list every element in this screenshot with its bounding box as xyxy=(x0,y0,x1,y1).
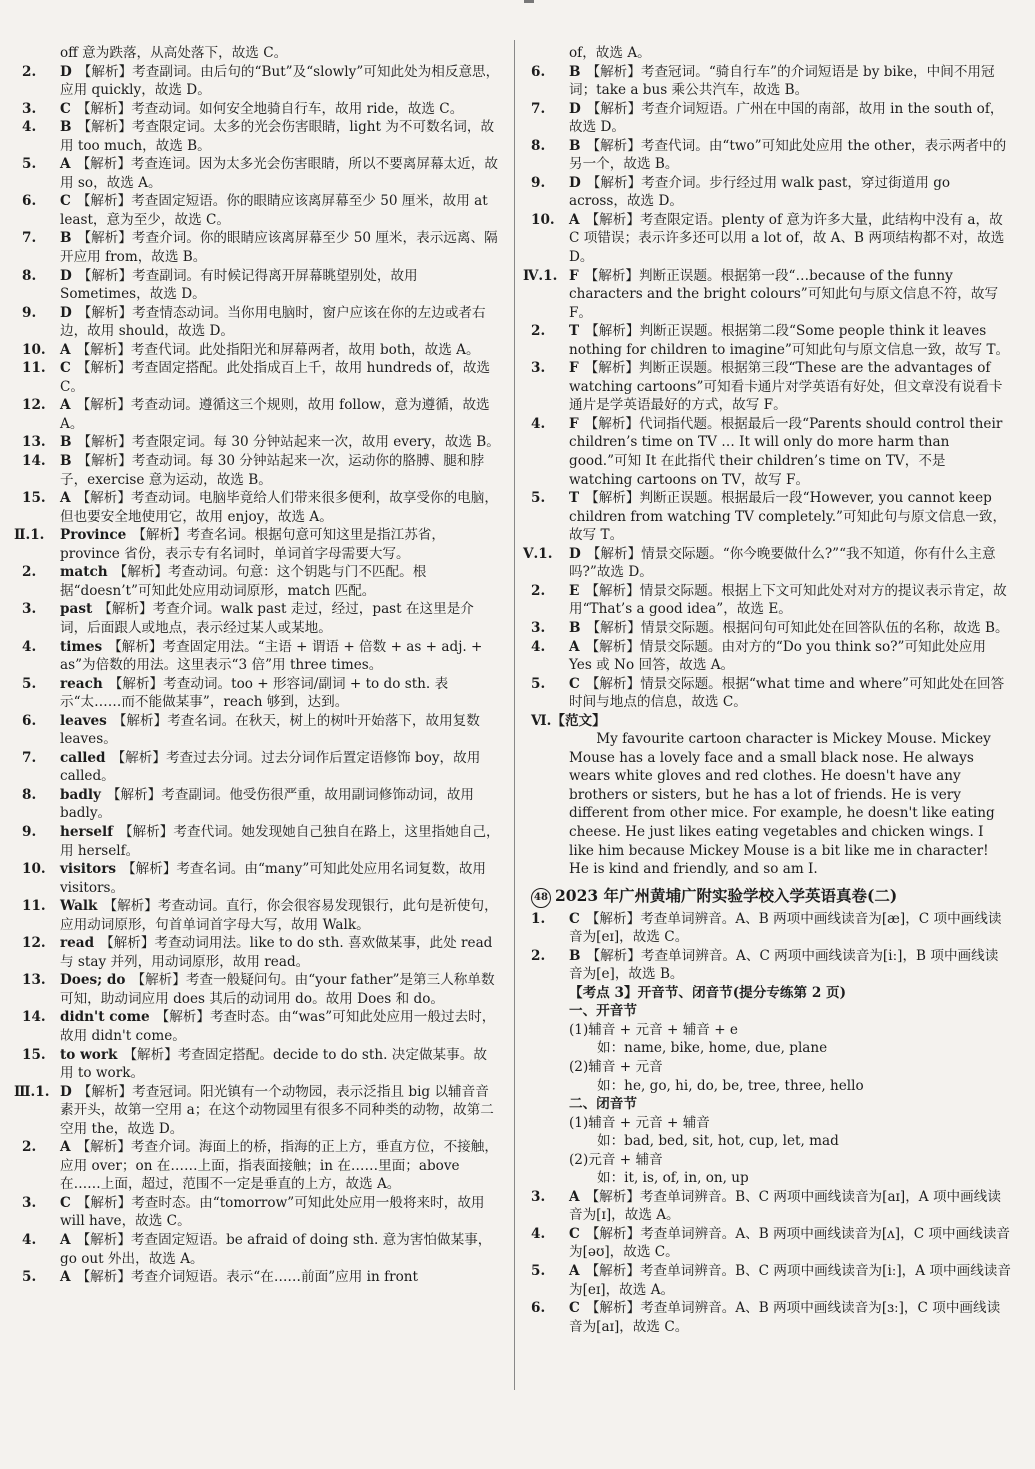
item-number: 4. xyxy=(531,1225,546,1242)
column-divider xyxy=(514,40,515,1390)
open-rule-2-example: 如：he, go, hi, do, be, tree, three, hello xyxy=(597,1077,864,1094)
explanation-text: 【解析】考查动词。遵循这三个规则，故用 follow，意为遵循，故选 A。 xyxy=(60,397,490,432)
answer-value: D xyxy=(60,63,72,80)
item-number: 15. xyxy=(22,1046,46,1063)
explanation-text: 【解析】考查固定搭配。decide to do sth. 决定做某事。故用 to work。 xyxy=(60,1046,487,1082)
answer-value: C xyxy=(60,360,71,377)
answer-item xyxy=(22,267,500,304)
explanation-text: 【解析】考查一般疑问句。由“your father”是第三人称单数可知，助动词应用 does 其后的动词用 do。故用 Does 和 do。 xyxy=(60,972,495,1007)
answer-value: F xyxy=(569,360,579,377)
explanation-text: 【解析】考查动词。如何安全地骑自行车，故用 ride，故选 C。 xyxy=(76,100,464,117)
explanation-text: 【解析】判断正误题。根据第二段“Some people think it leaves nothing for children to imagine”可知此句与原文信息一致，故写 T。 xyxy=(569,323,1010,358)
item-number: 3. xyxy=(531,619,546,636)
answer-item xyxy=(531,910,1011,947)
explanation-text: 【解析】考查介词短语。表示“在……前面”应用 in front xyxy=(76,1269,419,1286)
answer-value: A xyxy=(60,1232,71,1248)
answer-value: C xyxy=(60,193,71,210)
answer-item xyxy=(22,1268,500,1287)
answer-value: match xyxy=(60,564,108,581)
explanation-text: 【解析】考查限定语。plenty of 意为许多大量，此结构中没有 a，故 C 项错误；表示许多还可以用 a lot of，故 A、B 两项结构都不对，故选 D。 xyxy=(569,211,1005,266)
answer-value: D xyxy=(60,1083,72,1100)
explanation-text: 【解析】考查名词。在秋天，树上的树叶开始落下，故用复数 leaves。 xyxy=(60,712,480,748)
answer-value: A xyxy=(60,490,71,507)
answer-value: T xyxy=(569,490,580,507)
section-number-badge: 48 xyxy=(531,888,551,908)
answer-value: A xyxy=(60,156,71,173)
answer-item xyxy=(22,712,500,749)
explanation-text: 【解析】考查副词。他受伤很严重，故用副词修饰动词，故用 badly。 xyxy=(60,786,474,822)
explanation-text: 【解析】考查情态动词。当你用电脑时，窗户应该在你的左边或者右边，故用 should，故选 D。 xyxy=(60,304,486,340)
item-number: 2. xyxy=(22,564,37,581)
explanation-text: 【解析】考查冠词。“骑自行车”的介词短语是 by bike，中间不用冠词；take a bus 乘公共汽车，故选 B。 xyxy=(569,63,995,99)
item-number: 11. xyxy=(22,360,46,377)
item-number: 15. xyxy=(22,490,46,507)
item-number: 5. xyxy=(531,675,546,692)
answer-item xyxy=(531,137,1011,174)
item-number: 9. xyxy=(22,304,37,321)
answer-item xyxy=(531,675,1011,712)
answer-value: D xyxy=(569,100,581,117)
open-rule-1-example: 如：name, bike, home, due, plane xyxy=(597,1040,828,1057)
explanation-text: 【解析】考查副词。有时候记得离开屏幕眺望别处，故用 Sometimes，故选 D。 xyxy=(60,267,418,303)
item-number: 6. xyxy=(531,63,546,80)
answer-value: T xyxy=(569,323,580,340)
item-number: 5. xyxy=(22,156,37,173)
answer-value: A xyxy=(60,397,71,414)
section-answers-a xyxy=(531,910,1011,984)
answer-item xyxy=(22,489,500,526)
explanation-text: 【解析】考查副词。由后句的“But”及“slowly”可知此处为相反意思，应用 quickly，故选 D。 xyxy=(60,63,500,99)
item-number: 3. xyxy=(531,360,546,377)
explanation-text: 【解析】考查单词辨音。B、C 两项中画线读音为[iː]，A 项中画线读音为[eɪ]，故选 A。 xyxy=(569,1263,1011,1298)
explanation-text: 【解析】考查介词。你的眼睛应该离屏幕至少 50 厘米，表示远离、隔开应用 from，故选 B。 xyxy=(60,230,498,266)
left-column xyxy=(14,44,500,1287)
answer-value: herself xyxy=(60,823,114,840)
answer-item xyxy=(22,1231,500,1268)
item-number: Ⅲ.1. xyxy=(14,1083,50,1100)
explanation-text: 【解析】考查固定用法。“主语 + 谓语 + 倍数 + as + adj. + as”为倍数的用法。这里表示“3 倍”用 three times。 xyxy=(60,638,483,674)
explanation-text: 【解析】考查名词。由“many”可知此处应用名词复数，故用 visitors。 xyxy=(60,861,487,896)
item-number: Ⅳ.1. xyxy=(523,267,558,284)
explanation-text: 【解析】考查代词。她发现她自己独自在路上，这里指她自己，用 herself。 xyxy=(60,823,500,859)
answer-item xyxy=(14,526,500,563)
answer-value: Does; do xyxy=(60,972,126,989)
answer-value: B xyxy=(569,137,581,154)
answer-value: C xyxy=(60,1194,71,1211)
answer-value: B xyxy=(569,947,581,964)
item-number: 5. xyxy=(22,1269,37,1286)
item-number: 8. xyxy=(22,786,37,803)
answer-item xyxy=(22,1046,500,1083)
item-number: 3. xyxy=(22,1194,37,1211)
explanation-text: 【解析】考查介词。walk past 走过，经过，past 在这里是介词，后面跟人或地点，表示经过某人或某地。 xyxy=(60,601,474,636)
answer-item xyxy=(531,489,1011,545)
item-number: 11. xyxy=(22,898,46,915)
answer-value: A xyxy=(60,1139,71,1156)
item-number: 13. xyxy=(22,434,46,451)
item-number: 8. xyxy=(531,137,546,154)
answer-value: visitors xyxy=(60,861,117,878)
essay-block xyxy=(531,712,1011,879)
explanation-text: 【解析】考查单词辨音。A、B 两项中画线读音为[ɜː]，C 项中画线读音为[aɪ]，故选 C。 xyxy=(569,1300,1001,1335)
answer-item xyxy=(22,359,500,396)
item-number: 7. xyxy=(22,230,37,247)
explanation-text: 【解析】考查时态。由“was”可知此处应用一般过去时，故用 didn't come。 xyxy=(60,1009,496,1044)
answer-item xyxy=(523,545,1011,582)
item-number: 2. xyxy=(531,582,546,599)
answer-item xyxy=(14,1083,500,1139)
answer-value: A xyxy=(569,1188,580,1205)
answer-item xyxy=(22,563,500,600)
answer-item xyxy=(531,63,1011,100)
answer-value: reach xyxy=(60,675,103,692)
explanation-text: off 意为跌落，从高处落下，故选 C。 xyxy=(60,45,288,61)
answer-item xyxy=(22,1008,500,1045)
answer-item xyxy=(22,118,500,155)
essay-label: Ⅵ.【范文】 xyxy=(531,712,606,729)
answer-item xyxy=(531,582,1011,619)
answer-item xyxy=(531,415,1011,489)
answer-item xyxy=(22,433,500,452)
item-number: 8. xyxy=(22,267,37,284)
item-number: 9. xyxy=(531,174,546,191)
answer-value: leaves xyxy=(60,712,107,729)
explanation-text: 【解析】考查介词短语。广州在中国的南部，故用 in the south of，故选 D。 xyxy=(569,100,1004,136)
answer-value: C xyxy=(60,100,71,117)
explanation-text: 【解析】判断正误题。根据第三段“These are the advantages of watching cartoons”可知看卡通片对学英语有好处，但文章没有说看卡通片是学英语最好的方式，故写 F。 xyxy=(569,360,1003,414)
answer-value: D xyxy=(60,267,72,284)
explanation-text: 【解析】考查固定搭配。此处指成百上千，故用 hundreds of，故选 C。 xyxy=(60,360,491,395)
explanation-text: 【解析】考查限定词。每 30 分钟站起来一次，故用 every，故选 B。 xyxy=(77,434,500,451)
explanation-text: 【解析】判断正误题。根据第一段“…because of the funny characters and the bright colours”可知此句与原文信息不符，故写 F。 xyxy=(569,267,999,321)
answer-item xyxy=(531,1262,1011,1299)
answer-value: B xyxy=(60,119,72,136)
explanation-text: 【解析】判断正误题。根据最后一段“However, you cannot keep children from watching TV completely.”可知此句与原文信息一致，故写 T。 xyxy=(569,490,1007,544)
answer-item xyxy=(22,897,500,934)
item-number: 14. xyxy=(22,1009,46,1026)
right-answers xyxy=(523,44,1011,712)
section-title: 2023 年广州黄埔广附实验学校入学英语真卷(二) xyxy=(555,885,898,905)
explanation-text: 【解析】考查连词。因为太多光会伤害眼睛，所以不要离屏幕太近，故用 so，故选 A。 xyxy=(60,156,498,191)
item-number: 12. xyxy=(22,397,46,414)
item-number: 2. xyxy=(531,323,546,340)
explanation-text: 【解析】考查动词。too + 形容词/副词 + to do sth. 表示“太……而不能做某事”，reach 够到，达到。 xyxy=(60,675,449,711)
explanation-text: 【解析】情景交际题。“你今晚要做什么?”“我不知道，你有什么主意吗?”故选 D。 xyxy=(569,545,996,581)
answer-item xyxy=(22,155,500,192)
answer-item xyxy=(531,322,1011,359)
item-number: 10. xyxy=(531,211,555,228)
answer-item xyxy=(22,786,500,823)
explanation-text: 【解析】考查代词。由“two”可知此处应用 the other，表示两者中的另一个，故选 B。 xyxy=(569,137,1007,173)
answer-item xyxy=(531,638,1011,675)
answer-item xyxy=(531,44,1011,63)
explanation-text: 【解析】考查动词。电脑毕竟给人们带来很多便利，故享受你的电脑，但也要安全地使用它，故用 enjoy，故选 A。 xyxy=(60,490,498,525)
item-number: 2. xyxy=(531,947,546,964)
item-number: 3. xyxy=(531,1188,546,1205)
answer-value: A xyxy=(569,638,580,655)
item-number: 10. xyxy=(22,861,46,878)
kaodian-heading: 【考点 3】开音节、闭音节(提分专练第 2 页) xyxy=(569,984,847,1001)
answer-value: Walk xyxy=(60,898,98,915)
item-number: 2. xyxy=(22,63,37,80)
answer-value: Province xyxy=(60,527,127,544)
closed-rule-1: (1)辅音 + 元音 + 辅音 xyxy=(569,1114,710,1131)
explanation-text: 【解析】考查单词辨音。A、B 两项中画线读音为[æ]，C 项中画线读音为[eɪ]，故选 C。 xyxy=(569,910,1002,946)
answer-item xyxy=(22,63,500,100)
answer-item xyxy=(531,1299,1011,1336)
answer-value: B xyxy=(569,619,581,636)
item-number: 5. xyxy=(531,1263,546,1279)
right-column xyxy=(523,44,1011,1336)
answer-item xyxy=(22,823,500,860)
item-number: 5. xyxy=(22,675,37,692)
answer-item xyxy=(22,304,500,341)
answer-value: C xyxy=(569,675,580,692)
answer-item xyxy=(22,638,500,675)
answer-item xyxy=(22,229,500,266)
answer-item xyxy=(22,1194,500,1231)
explanation-text: 【解析】情景交际题。根据上下文可知此处对对方的提议表示肯定，故用“That’s a good idea”，故选 E。 xyxy=(569,582,1007,618)
answer-value: past xyxy=(60,601,93,618)
explanation-text: 【解析】情景交际题。根据“what time and where”可知此处在回答时间与地点的信息，故选 C。 xyxy=(569,675,1005,711)
answer-item xyxy=(22,192,500,229)
item-number: 5. xyxy=(531,490,546,507)
item-number: 10. xyxy=(22,341,46,358)
item-number: 3. xyxy=(22,601,37,618)
answer-value: didn't come xyxy=(60,1009,150,1026)
item-number: 9. xyxy=(22,823,37,840)
item-number: 7. xyxy=(22,749,37,766)
explanation-text: 【解析】考查动词。直行，你会很容易发现银行，此句是祈使句，应用动词原形，句首单词首字母大写，故用 Walk。 xyxy=(60,898,498,933)
explanation-text: 【解析】情景交际题。根据问句可知此处在回答队伍的名称，故选 B。 xyxy=(586,619,1009,636)
answer-value: D xyxy=(569,545,581,562)
open-rule-2: (2)辅音 + 元音 xyxy=(569,1058,663,1075)
explanation-text: 【解析】考查固定短语。be afraid of doing sth. 意为害怕做某事，go out 外出，故选 A。 xyxy=(60,1232,492,1267)
open-rule-1: (1)辅音 + 元音 + 辅音 + e xyxy=(569,1021,738,1038)
closed-rule-2-example: 如：it, is, of, in, on, up xyxy=(597,1170,749,1187)
answer-value: C xyxy=(569,1225,580,1242)
answer-item xyxy=(531,211,1011,267)
item-number: 4. xyxy=(22,638,37,655)
answer-value: called xyxy=(60,749,106,766)
answer-item xyxy=(531,174,1011,211)
item-number: 2. xyxy=(22,1139,37,1156)
explanation-text: 【解析】考查限定词。太多的光会伤害眼睛，light 为不可数名词，故用 too much，故选 B。 xyxy=(60,119,495,154)
answer-item xyxy=(531,1225,1011,1262)
item-number: 4. xyxy=(531,415,546,432)
explanation-text: 【解析】考查动词用法。like to do sth. 喜欢做某事，此处 read 与 stay 并列，用动词原形，故用 read。 xyxy=(60,935,493,970)
explanation-text: 【解析】考查冠词。阳光镇有一个动物园，表示泛指且 big 以辅音音素开头，故第一空用 a；在这个动物园里有很多不同种类的动物，故第二空用 the，故选 D。 xyxy=(60,1083,494,1137)
answer-value: B xyxy=(60,230,72,247)
answer-item xyxy=(531,619,1011,638)
item-number: Ⅴ.1. xyxy=(523,545,553,562)
answer-value: C xyxy=(569,1300,580,1317)
item-number: 4. xyxy=(531,638,546,655)
answer-item xyxy=(22,396,500,433)
explanation-text: 【解析】考查单词辨音。A、C 两项中画线读音为[iː]，B 项中画线读音为[e]，故选 B。 xyxy=(569,947,999,983)
answer-value: A xyxy=(569,211,580,228)
answer-item xyxy=(22,675,500,712)
answer-value: F xyxy=(569,415,579,432)
answer-item xyxy=(531,947,1011,984)
closed-rule-2: (2)元音 + 辅音 xyxy=(569,1151,663,1168)
answer-value: A xyxy=(60,341,71,358)
explanation-text: 【解析】考查介词。步行经过用 walk past，穿过街道用 go across，故选 D。 xyxy=(569,174,951,210)
explanation-text: 【解析】考查动词。每 30 分钟站起来一次，运动你的胳膊、腿和脖子，exercise 意为运动，故选 B。 xyxy=(60,453,485,488)
answer-value: B xyxy=(569,63,581,80)
explanation-text: 【解析】考查名词。根据句意可知这里是指江苏省，province 省份，表示专有名词时，单词首字母需要大写。 xyxy=(60,527,445,562)
answer-item xyxy=(22,860,500,897)
item-number: 6. xyxy=(22,712,37,729)
answer-value: times xyxy=(60,638,103,655)
answer-value: B xyxy=(60,434,72,451)
section-answers-b xyxy=(531,1188,1011,1336)
answer-item xyxy=(531,359,1011,415)
item-number: 7. xyxy=(531,100,546,117)
answer-value: to work xyxy=(60,1046,118,1063)
answer-value: E xyxy=(569,582,580,599)
answer-value: D xyxy=(60,304,72,321)
explanation-text: 【解析】考查单词辨音。A、B 两项中画线读音为[ʌ]，C 项中画线读音为[əʊ]，故选 C。 xyxy=(569,1225,1010,1261)
explanation-text: 【解析】考查单词辨音。B、C 两项中画线读音为[aɪ]，A 项中画线读音为[ɪ]，故选 A。 xyxy=(569,1188,1001,1224)
item-number: 12. xyxy=(22,935,46,952)
explanation-text: 【解析】考查过去分词。过去分词作后置定语修饰 boy，故用 called。 xyxy=(60,749,481,785)
page-top-mark xyxy=(524,0,534,3)
item-number: 3. xyxy=(22,100,37,117)
answer-value: F xyxy=(569,267,579,284)
explanation-text: 【解析】考查介词。海面上的桥，指海的正上方，垂直方位，不接触，应用 over；on 在……上面，指表面接触；in 在……里面；above 在……上面，超过，范围不一定是垂直的上方，故选 A。 xyxy=(60,1139,498,1193)
explanation-text: of，故选 A。 xyxy=(569,45,651,61)
answer-value: read xyxy=(60,935,95,952)
answer-item xyxy=(22,971,500,1008)
item-number: 6. xyxy=(531,1300,546,1317)
item-number: 6. xyxy=(22,193,37,210)
explanation-text: 【解析】考查动词。句意：这个钥匙与门不匹配。根据“doesn’t”可知此处应用动词原形，match 匹配。 xyxy=(60,564,427,599)
answer-value: badly xyxy=(60,786,101,803)
answer-item xyxy=(22,44,500,63)
answer-item xyxy=(22,934,500,971)
section-heading xyxy=(531,885,1011,908)
model-essay: My favourite cartoon character is Mickey Mouse. Mickey Mouse has a lovely face and a small black nose. He always wears white gloves and red clothes. He doesn't have any brothers or sisters, but he has a lot of friends. He is very different from other mice. For example, he doesn't like eating cheese. He just likes eating vegetables and chicken wings. I like him because Mickey Mouse is a bit like me in character! He is kind and friendly, and so am I. xyxy=(569,731,995,878)
answer-item xyxy=(22,600,500,637)
answer-value: A xyxy=(60,1269,71,1286)
item-number: 13. xyxy=(22,972,46,989)
answer-item xyxy=(22,1138,500,1194)
explanation-text: 【解析】情景交际题。由对方的“Do you think so?”可知此处应用 Yes 或 No 回答，故选 A。 xyxy=(569,638,987,674)
explanation-text: 【解析】考查时态。由“tomorrow”可知此处应用一般将来时，故用 will have，故选 C。 xyxy=(60,1194,485,1230)
answer-item xyxy=(531,100,1011,137)
answer-item xyxy=(22,100,500,119)
answer-item xyxy=(531,1188,1011,1225)
answer-item xyxy=(22,452,500,489)
open-syllable-title: 一、开音节 xyxy=(569,1003,637,1020)
item-number: 4. xyxy=(22,119,37,136)
explanation-text: 【解析】考查固定短语。你的眼睛应该离屏幕至少 50 厘米，故用 at least，意为至少，故选 C。 xyxy=(60,193,488,228)
explanation-text: 【解析】考查代词。此处指阳光和屏幕两者，故用 both，故选 A。 xyxy=(76,341,480,358)
answer-value: D xyxy=(569,174,581,191)
closed-syllable-title: 二、闭音节 xyxy=(569,1096,637,1113)
answer-item xyxy=(22,341,500,360)
answer-value: A xyxy=(569,1263,580,1279)
item-number: 1. xyxy=(531,910,546,927)
item-number: 14. xyxy=(22,453,46,470)
item-number: 4. xyxy=(22,1232,37,1248)
answer-value: C xyxy=(569,910,580,927)
answer-value: B xyxy=(60,453,72,470)
closed-rule-1-example: 如：bad, bed, sit, hot, cup, let, mad xyxy=(597,1133,839,1150)
explanation-text: 【解析】代词指代题。根据最后一段“Parents should control their children’s time on TV … It will only do more harm than good.”可知 It 在此指代 their children’s time on TV，不是 watching cartoons on TV，故写 F。 xyxy=(569,415,1003,488)
answer-item xyxy=(523,267,1011,323)
answer-item xyxy=(22,749,500,786)
item-number: Ⅱ.1. xyxy=(14,527,45,544)
